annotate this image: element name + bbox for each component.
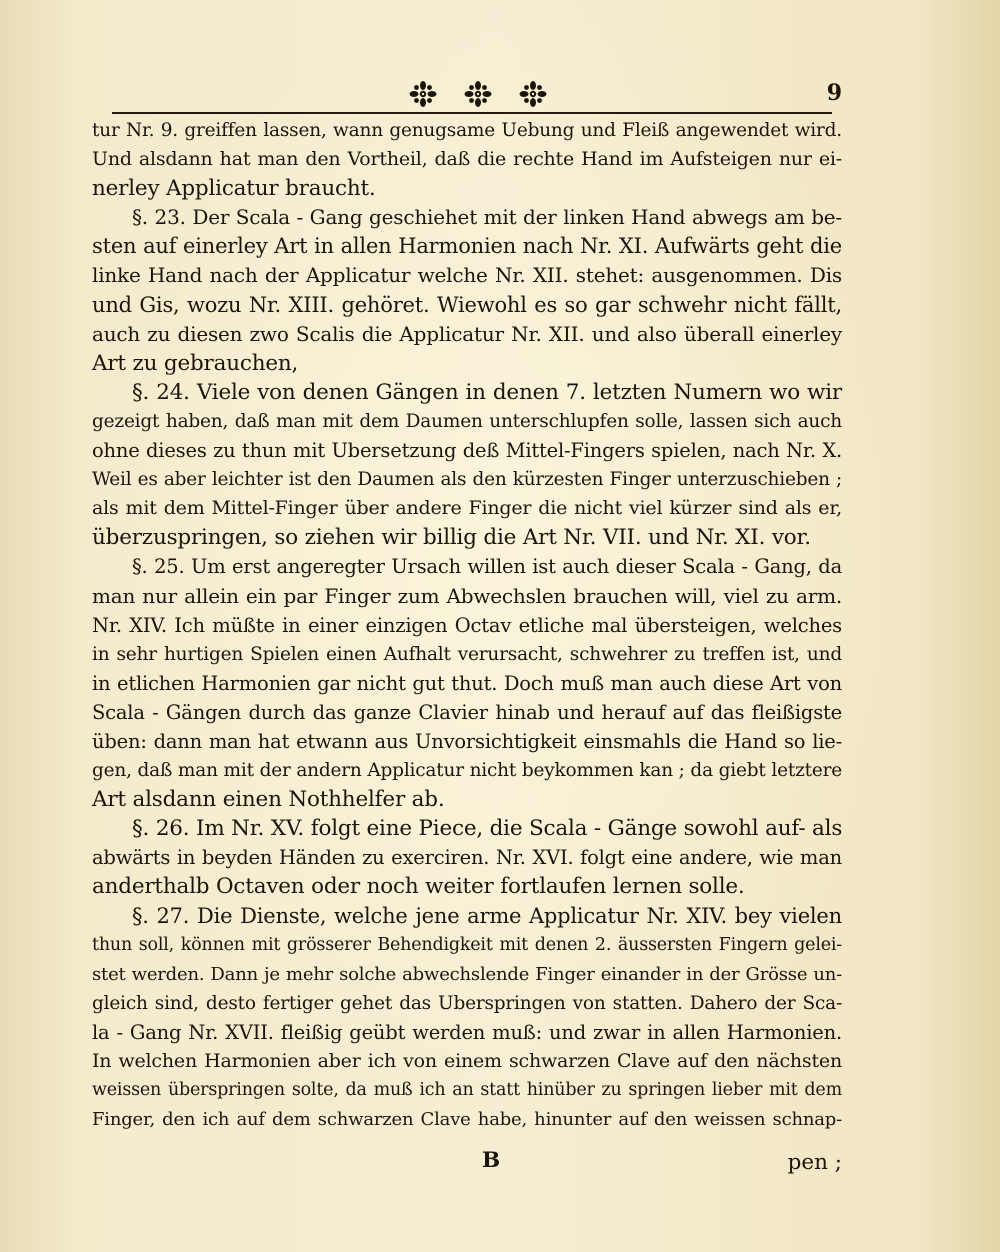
text-line: in etlichen Harmonien gar nicht gut thut. Doch muß man auch diese Art von (92, 671, 842, 695)
paragraph-start-25: §. 25. Um erst angeregter Ursach willen ist auch dieser Scala - Gang, da (132, 555, 842, 579)
text-line: tur Nr. 9. greiffen lassen, wann genugsame Uebung und Fleiß angewendet wird. (92, 120, 842, 141)
text-line: abwärts in beyden Händen zu exerciren. Nr. XVI. folgt eine andere, wie man (92, 846, 842, 870)
header-rule (112, 112, 832, 114)
text-line: stet werden. Dann je mehr solche abwechslende Finger einander in der Grösse un- (92, 963, 842, 985)
text-line: anderthalb Octaven oder noch weiter fortlaufen lernen solle. (92, 874, 745, 900)
text-line: Weil es aber leichter ist den Daumen als den kürzesten Finger unterzuschieben ; (92, 469, 842, 491)
text-line: la - Gang Nr. XVII. fleißig geübt werden muß: und zwar in allen Harmonien. (92, 1020, 842, 1044)
text-line: überzuspringen, so ziehen wir billig die Art Nr. VII. und Nr. XI. vor. (92, 525, 811, 551)
floral-ornament-icon (518, 80, 548, 108)
body-text (92, 116, 842, 1134)
page-footer (92, 1146, 842, 1182)
text-line: und Gis, wozu Nr. XIII. gehöret. Wiewohl es so gar schwehr nicht fällt, (92, 292, 842, 317)
text-line: gezeigt haben, daß man mit dem Daumen unterschlupfen solle, lassen sich auch (92, 410, 842, 432)
text-line: Finger, den ich auf dem schwarzen Clave habe, hinunter auf den weissen schnap- (92, 1109, 842, 1131)
text-line: Und alsdann hat man den Vortheil, daß die rechte Hand im Aufsteigen nur ei- (92, 148, 842, 171)
signature-mark: B (482, 1148, 501, 1173)
catchword: pen ; (787, 1150, 842, 1175)
text-line: Art alsdann einen Nothhelfer ab. (92, 787, 445, 813)
text-line: linke Hand nach der Applicatur welche Nr. XII. stehet: ausgenommen. Dis (92, 263, 842, 288)
text-line: gleich sind, desto fertiger gehet das Uberspringen von statten. Dahero der Sca- (92, 992, 842, 1014)
text-line: Nr. XIV. Ich müßte in einer einzigen Octav etliche mal übersteigen, welches (92, 613, 842, 637)
text-line: üben: dann man hat etwann aus Unvorsichtigkeit einsmahls die Hand so lie- (92, 729, 842, 753)
text-line: Scala - Gängen durch das ganze Clavier hinab und herauf auf das fleißigste (92, 700, 842, 724)
page-number: 9 (826, 80, 842, 106)
text-line: in sehr hurtigen Spielen einen Aufhalt verursacht, schwehrer zu treffen ist, und (92, 643, 842, 665)
text-line: ohne dieses zu thun mit Ubersetzung deß Mittel-Fingers spielen, nach Nr. X. (92, 439, 842, 463)
text-line: gen, daß man mit der andern Applicatur nicht beykommen kan ; da giebt letztere (92, 760, 842, 782)
paragraph-start-23: §. 23. Der Scala - Gang geschiehet mit der linken Hand abwegs am be- (132, 205, 842, 230)
header-ornaments (408, 80, 548, 108)
text-line: nerley Applicatur braucht. (92, 176, 376, 202)
floral-ornament-icon (408, 80, 438, 108)
text-line: In welchen Harmonien aber ich von einem schwarzen Clave auf den nächsten (92, 1050, 842, 1072)
page-header (112, 78, 842, 114)
floral-ornament-icon (463, 80, 493, 108)
paragraph-start-27: §. 27. Die Dienste, welche jene arme Applicatur Nr. XIV. bey vielen (132, 903, 842, 928)
text-line: auch zu diesen zwo Scalis die Applicatur Nr. XII. und also überall einerley (92, 321, 842, 346)
text-line: als mit dem Mittel-Finger über andere Finger die nicht viel kürzer sind als er, (92, 497, 842, 520)
text-line: man nur allein ein par Finger zum Abwechslen brauchen will, viel zu arm. (92, 583, 842, 608)
paragraph-start-26: §. 26. Im Nr. XV. folgt eine Piece, die Scala - Gänge sowohl auf- als (132, 816, 843, 842)
text-line: thun soll, können mit grösserer Behendigkeit mit denen 2. äussersten Fingern gelei- (92, 934, 842, 955)
text-line: weissen überspringen solte, da muß ich an statt hinüber zu springen lieber mit dem (92, 1080, 842, 1101)
paragraph-start-24: §. 24. Viele von denen Gängen in denen 7. letzten Numern wo wir (132, 379, 842, 405)
text-line: sten auf einerley Art in allen Harmonien nach Nr. XI. Aufwärts geht die (92, 234, 842, 259)
text-line: Art zu gebrauchen, (92, 350, 299, 376)
